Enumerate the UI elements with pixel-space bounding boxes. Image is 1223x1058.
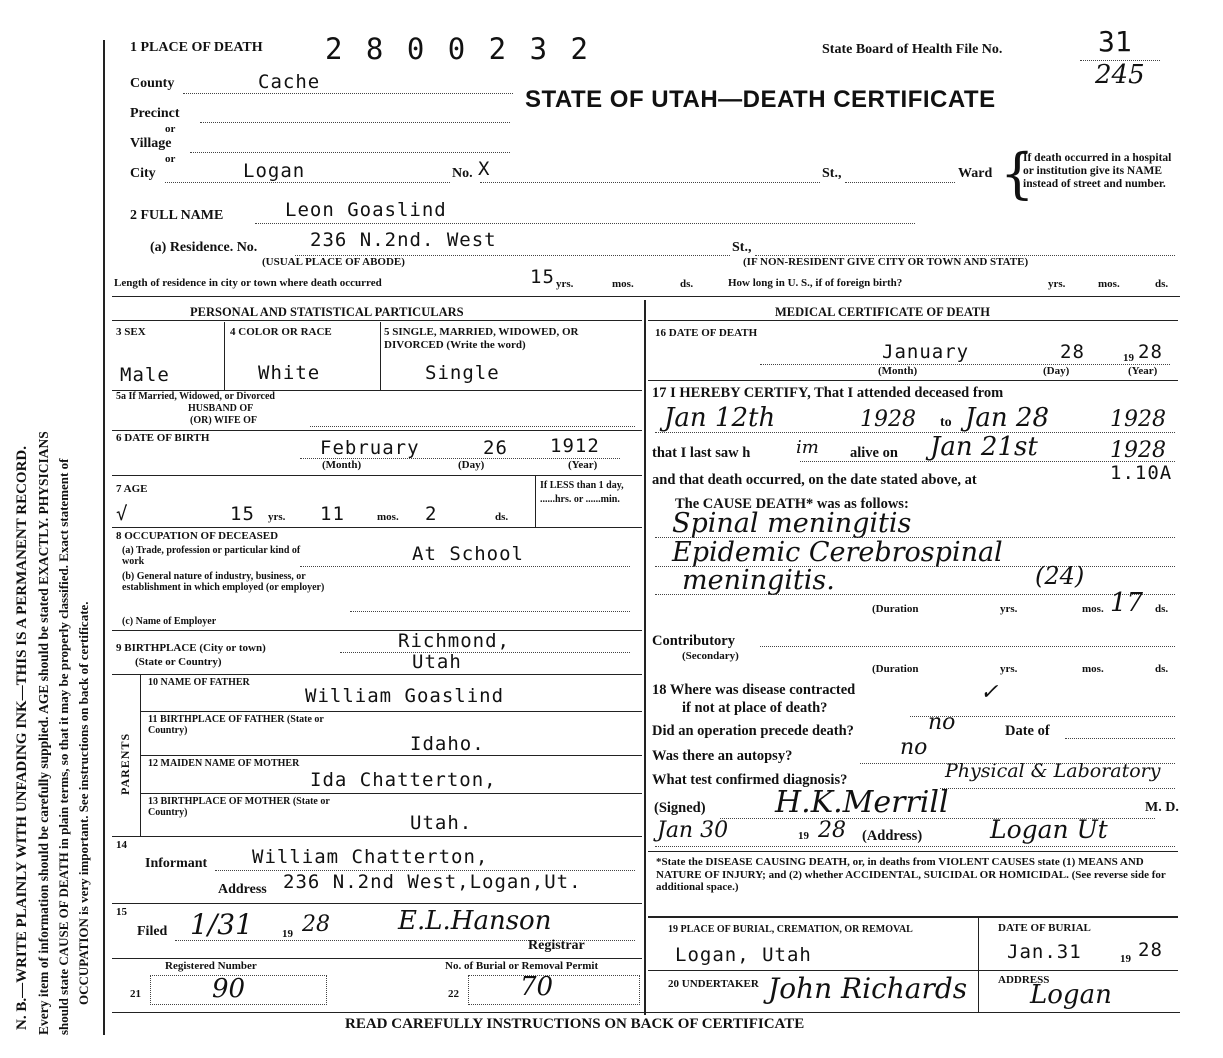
row-rule-8 — [140, 755, 642, 756]
footnote: *State the DISEASE CAUSING DEATH, or, in deaths from VIOLENT CAUSES state (1) MEANS AND NATURE OF INJURY; and (2) whether ACCIDENTAL, SUICIDAL OR HOMICIDAL. (See reverse side for additional space.) — [656, 856, 1166, 893]
registered-number-label: Registered Number — [165, 960, 257, 972]
autopsy-label: Was there an autopsy? — [652, 748, 793, 764]
length-residence-label: Length of residence in city or town where death occurred — [114, 277, 382, 289]
burial-permit-value: 70 — [520, 972, 554, 1002]
attended-to: Jan 28 — [965, 403, 1050, 433]
physician-signature: H.K.Merrill — [775, 785, 949, 820]
contributory-label: Contributory — [652, 633, 735, 649]
age-years: 15 — [230, 503, 255, 525]
medical-rule-3 — [648, 916, 1178, 918]
burial-19: 19 — [1120, 953, 1131, 965]
county-label: County — [130, 76, 175, 91]
mother-birthplace-label: 13 BIRTHPLACE OF MOTHER (State or Country) — [148, 796, 330, 818]
cause-line-1: Spinal meningitis — [672, 508, 912, 539]
spouse-line — [310, 426, 635, 427]
age-ds-label: ds. — [495, 511, 509, 523]
informant-number: 14 — [116, 839, 127, 851]
length-ds-label: ds. — [680, 278, 694, 290]
birthplace-state: Utah — [412, 651, 462, 673]
length-yrs-label: yrs. — [556, 278, 574, 290]
age-divider — [535, 475, 536, 527]
bottom-rule — [112, 1012, 1180, 1013]
burial-year: 28 — [1138, 939, 1163, 961]
row-rule-3 — [112, 475, 642, 476]
dob-day: 26 — [483, 437, 508, 459]
dod-month-caption: (Month) — [878, 365, 918, 377]
residence-value: 236 N.2nd. West — [310, 229, 497, 251]
occurred-time: 1.10A — [1110, 462, 1173, 484]
cause-label: The CAUSE DEATH* was as follows: — [675, 496, 909, 512]
age-check: √ — [116, 503, 129, 525]
less-than-day-label: If LESS than 1 day, ......hrs. or ......min. — [540, 480, 624, 505]
foreign-birth-label: How long in U. S., if of foreign birth? — [728, 277, 903, 289]
date-of-death-month: January — [882, 341, 970, 363]
cause-code: (24) — [1035, 562, 1085, 590]
margin-line-1: N. B.—WRITE PLAINLY WITH UNFADING INK—THIS IS A PERMANENT RECORD. — [14, 446, 30, 1030]
birthplace-state-label: (State or Country) — [135, 656, 222, 668]
precinct-line — [200, 122, 510, 123]
test-line — [940, 788, 1175, 789]
burial-permit-box — [468, 975, 640, 1005]
personal-heading: PERSONAL AND STATISTICAL PARTICULARS — [190, 305, 464, 319]
filed-date: 1/31 — [190, 908, 253, 941]
burial-permit-no: 22 — [448, 988, 459, 1000]
burial-date: Jan.31 — [1007, 941, 1082, 963]
street-number-label: No. — [452, 166, 473, 181]
medical-heading-rule — [648, 320, 1178, 321]
age-mos-label: mos. — [377, 511, 399, 523]
or-label-2: or — [165, 153, 176, 165]
spouse-label-1: 5a If Married, Widowed, or Divorced — [116, 391, 275, 402]
signed-date: Jan 30 — [657, 818, 729, 843]
date-of-death-year: 28 — [1138, 341, 1163, 363]
spouse-label-2: HUSBAND OF — [188, 403, 254, 414]
birthplace-city: Richmond, — [398, 630, 510, 652]
dob-year-caption: (Year) — [568, 459, 598, 471]
hospital-note: If death occurred in a hospital or institution give its NAME instead of street and number. — [1023, 152, 1172, 190]
last-saw-date: Jan 21st — [930, 432, 1038, 462]
duration-ds-2: ds. — [1155, 663, 1169, 675]
column-divider — [644, 300, 646, 1015]
marital-value: Single — [425, 362, 500, 384]
registrar-label: Registrar — [528, 938, 585, 953]
occupation-b-label: (b) General nature of industry, business, or establishment in which employed (or employer) — [122, 571, 325, 593]
signed-address-label: (Address) — [862, 828, 923, 844]
filed-19: 19 — [282, 928, 293, 940]
precinct-label: Precinct — [130, 106, 180, 121]
city-value: Logan — [243, 160, 306, 182]
margin-line-4: OCCUPATION is very important. See instructions on back of certificate. — [76, 601, 91, 1005]
undertaker-address: Logan — [1030, 980, 1112, 1010]
informant-address-value: 236 N.2nd West,Logan,Ut. — [283, 871, 582, 893]
usual-place-label: (USUAL PLACE OF ABODE) — [262, 256, 405, 268]
alive-on-label: alive on — [850, 445, 898, 461]
signed-label: (Signed) — [654, 800, 706, 816]
length-mos-label: mos. — [612, 278, 634, 290]
attended-from-year: 1928 — [860, 407, 916, 432]
signed-year: 28 — [818, 818, 846, 843]
brace-icon: { — [1000, 142, 1035, 205]
occupation-value: At School — [412, 543, 524, 565]
occurred-label: and that death occurred, on the date stated above, at — [652, 472, 977, 488]
dob-label: 6 DATE OF BIRTH — [116, 432, 210, 444]
marital-label: 5 SINGLE, MARRIED, WIDOWED, OR DIVORCED (Write the word) — [384, 326, 579, 351]
duration-label-2: (Duration — [872, 663, 919, 675]
length-residence-years: 15 — [530, 266, 555, 288]
father-birthplace-value: Idaho. — [410, 733, 485, 755]
frame-top-rule — [112, 296, 1180, 297]
test-value: Physical & Laboratory — [945, 760, 1161, 782]
certify-label: 17 I HEREBY CERTIFY, That I attended deceased from — [652, 385, 1004, 401]
city-line — [165, 182, 450, 183]
age-months: 11 — [320, 503, 345, 525]
medical-heading: MEDICAL CERTIFICATE OF DEATH — [775, 305, 990, 319]
row-rule-12 — [112, 958, 642, 959]
color-value: White — [258, 362, 321, 384]
village-line — [190, 152, 510, 153]
q18-answer: ✓ — [980, 680, 999, 705]
date-of-death-day: 28 — [1060, 341, 1085, 363]
cause-line-3: meningitis. — [682, 565, 835, 596]
dod-year-caption: (Year) — [1128, 365, 1158, 377]
nonresident-label: (IF NON-RESIDENT GIVE CITY OR TOWN AND STATE) — [743, 256, 1029, 268]
certificate-number: 2 8 0 0 2 3 2 — [325, 32, 591, 66]
filed-year: 28 — [302, 912, 330, 937]
dob-year: 1912 — [550, 435, 600, 457]
attended-line — [655, 432, 1175, 433]
registered-number-no: 21 — [130, 988, 141, 1000]
q18-label: 18 Where was disease contracted — [652, 682, 856, 698]
color-divider — [380, 322, 381, 390]
mother-birthplace-value: Utah. — [410, 812, 473, 834]
street-line-2 — [845, 182, 955, 183]
duration-ds-1: ds. — [1155, 603, 1169, 615]
sex-label: 3 SEX — [116, 326, 146, 338]
duration-mos-1: mos. — [1082, 603, 1104, 615]
filed-number: 15 — [116, 906, 127, 918]
birthplace-line — [340, 652, 630, 653]
dob-day-caption: (Day) — [458, 459, 485, 471]
street-label: St., — [822, 166, 842, 181]
file-number-handwritten: 245 — [1095, 60, 1145, 90]
informant-address-label: Address — [218, 882, 267, 897]
parents-label: PARENTS — [118, 732, 132, 795]
occupation-line-a — [300, 566, 630, 567]
test-label: What test confirmed diagnosis? — [652, 772, 848, 788]
or-label-1: or — [165, 123, 176, 135]
age-label: 7 AGE — [116, 483, 148, 495]
registered-number-value: 90 — [212, 974, 246, 1004]
spouse-label-3: (OR) WIFE OF — [190, 415, 258, 426]
q18b-label: if not at place of death? — [682, 700, 828, 716]
md-label: M. D. — [1145, 800, 1179, 815]
operation-label: Did an operation precede death? — [652, 723, 854, 739]
informant-label: Informant — [145, 856, 208, 871]
burial-divider — [978, 916, 979, 1012]
full-name-line — [255, 223, 915, 224]
place-of-death-label: 1 PLACE OF DEATH — [130, 40, 263, 55]
medical-rule-1 — [648, 380, 1178, 381]
certificate-title: STATE OF UTAH—DEATH CERTIFICATE — [525, 86, 996, 113]
signed-address-line — [655, 846, 1175, 847]
occupation-label: 8 OCCUPATION OF DECEASED — [116, 530, 279, 542]
occupation-a-label: (a) Trade, profession or particular kind of work — [122, 545, 301, 567]
birthplace-label: 9 BIRTHPLACE (City or town) — [116, 642, 266, 654]
ward-label: Ward — [958, 166, 993, 181]
foreign-ds-label: ds. — [1155, 278, 1169, 290]
row-rule-9 — [140, 793, 642, 794]
row-rule-2 — [112, 430, 642, 431]
full-name-label: 2 FULL NAME — [130, 208, 224, 223]
row-rule-4 — [112, 527, 642, 528]
duration-yrs-1: yrs. — [1000, 603, 1018, 615]
undertaker-value: John Richards — [768, 972, 968, 1005]
dod-day-caption: (Day) — [1043, 365, 1070, 377]
street-number-value: X — [478, 158, 491, 180]
foreign-mos-label: mos. — [1098, 278, 1120, 290]
attended-from: Jan 12th — [664, 403, 776, 433]
color-label: 4 COLOR OR RACE — [230, 326, 332, 338]
age-yrs-label: yrs. — [268, 511, 286, 523]
margin-line-3: should state CAUSE OF DEATH in plain terms, so that it may be properly classified. Exact statement of — [56, 458, 71, 1035]
burial-permit-label: No. of Burial or Removal Permit — [445, 960, 599, 972]
signed-address: Logan Ut — [990, 815, 1108, 844]
village-label: Village — [130, 136, 172, 151]
frame-left — [103, 40, 105, 1035]
age-days: 2 — [425, 503, 438, 525]
dob-month: February — [320, 437, 420, 459]
mother-value: Ida Chatterton, — [310, 769, 497, 791]
filed-label: Filed — [137, 924, 168, 939]
occupation-c-label: (c) Name of Employer — [122, 616, 217, 627]
row-rule-10 — [112, 836, 642, 837]
cause-line-3-rule — [655, 594, 1175, 595]
registrar-signature: E.L.Hanson — [398, 906, 552, 936]
row-rule-7 — [140, 711, 642, 712]
personal-heading-rule — [112, 320, 642, 321]
burial-date-label: DATE OF BURIAL — [998, 922, 1091, 934]
burial-place-label: 19 PLACE OF BURIAL, CREMATION, OR REMOVAL — [668, 924, 913, 935]
residence-label: (a) Residence. No. — [150, 240, 258, 255]
operation-line — [1065, 738, 1175, 739]
contributory-line — [760, 646, 1175, 647]
date-of-death-line — [760, 364, 1170, 365]
date-of-label: Date of — [1005, 723, 1050, 739]
county-value: Cache — [258, 71, 321, 93]
file-number-label: State Board of Health File No. — [822, 42, 1003, 57]
foreign-yrs-label: yrs. — [1048, 278, 1066, 290]
row-rule-6 — [112, 674, 642, 675]
row-rule-11 — [112, 903, 642, 904]
file-number: 31 — [1098, 25, 1132, 58]
mother-label: 12 MAIDEN NAME OF MOTHER — [148, 758, 300, 769]
footer-instructions: READ CAREFULLY INSTRUCTIONS ON BACK OF CERTIFICATE — [345, 1016, 805, 1032]
medical-rule-2 — [648, 851, 1178, 852]
duration-value: 17 — [1110, 588, 1144, 618]
last-saw-year: 1928 — [1110, 438, 1166, 463]
father-label: 10 NAME OF FATHER — [148, 677, 250, 688]
informant-value: William Chatterton, — [252, 846, 489, 868]
county-line — [183, 93, 513, 94]
city-label: City — [130, 166, 156, 181]
sex-value: Male — [120, 364, 170, 386]
operation-value: no — [928, 710, 956, 735]
attended-to-year: 1928 — [1110, 407, 1166, 432]
dob-month-caption: (Month) — [322, 459, 362, 471]
to-label: to — [940, 415, 952, 430]
father-value: William Goaslind — [305, 685, 505, 707]
last-saw-him: im — [796, 437, 819, 458]
residence-street-label: St., — [732, 240, 752, 255]
duration-label-1: (Duration — [872, 603, 919, 615]
occupation-line-b — [350, 611, 630, 612]
undertaker-address-label: ADDRESS — [998, 974, 1050, 986]
margin-line-2: Every item of information should be carefully supplied. AGE should be stated EXACTLY. PHYSICIANS — [36, 431, 51, 1035]
date-of-death-19: 19 — [1123, 352, 1134, 364]
father-birthplace-label: 11 BIRTHPLACE OF FATHER (State or Country) — [148, 714, 324, 736]
undertaker-label: 20 UNDERTAKER — [668, 978, 759, 990]
sex-divider — [224, 322, 225, 390]
row-rule-5 — [112, 630, 642, 631]
medical-rule-4 — [648, 970, 1178, 971]
cause-line-2: Epidemic Cerebrospinal — [672, 537, 1003, 568]
duration-mos-2: mos. — [1082, 663, 1104, 675]
last-saw-label: that I last saw h — [652, 445, 751, 461]
duration-yrs-2: yrs. — [1000, 663, 1018, 675]
signed-19: 19 — [798, 830, 809, 842]
secondary-label: (Secondary) — [682, 650, 739, 662]
date-of-death-label: 16 DATE OF DEATH — [655, 327, 758, 339]
street-line — [480, 182, 820, 183]
burial-place-value: Logan, Utah — [675, 944, 812, 966]
autopsy-value: no — [900, 735, 928, 760]
full-name-value: Leon Goaslind — [285, 199, 447, 221]
